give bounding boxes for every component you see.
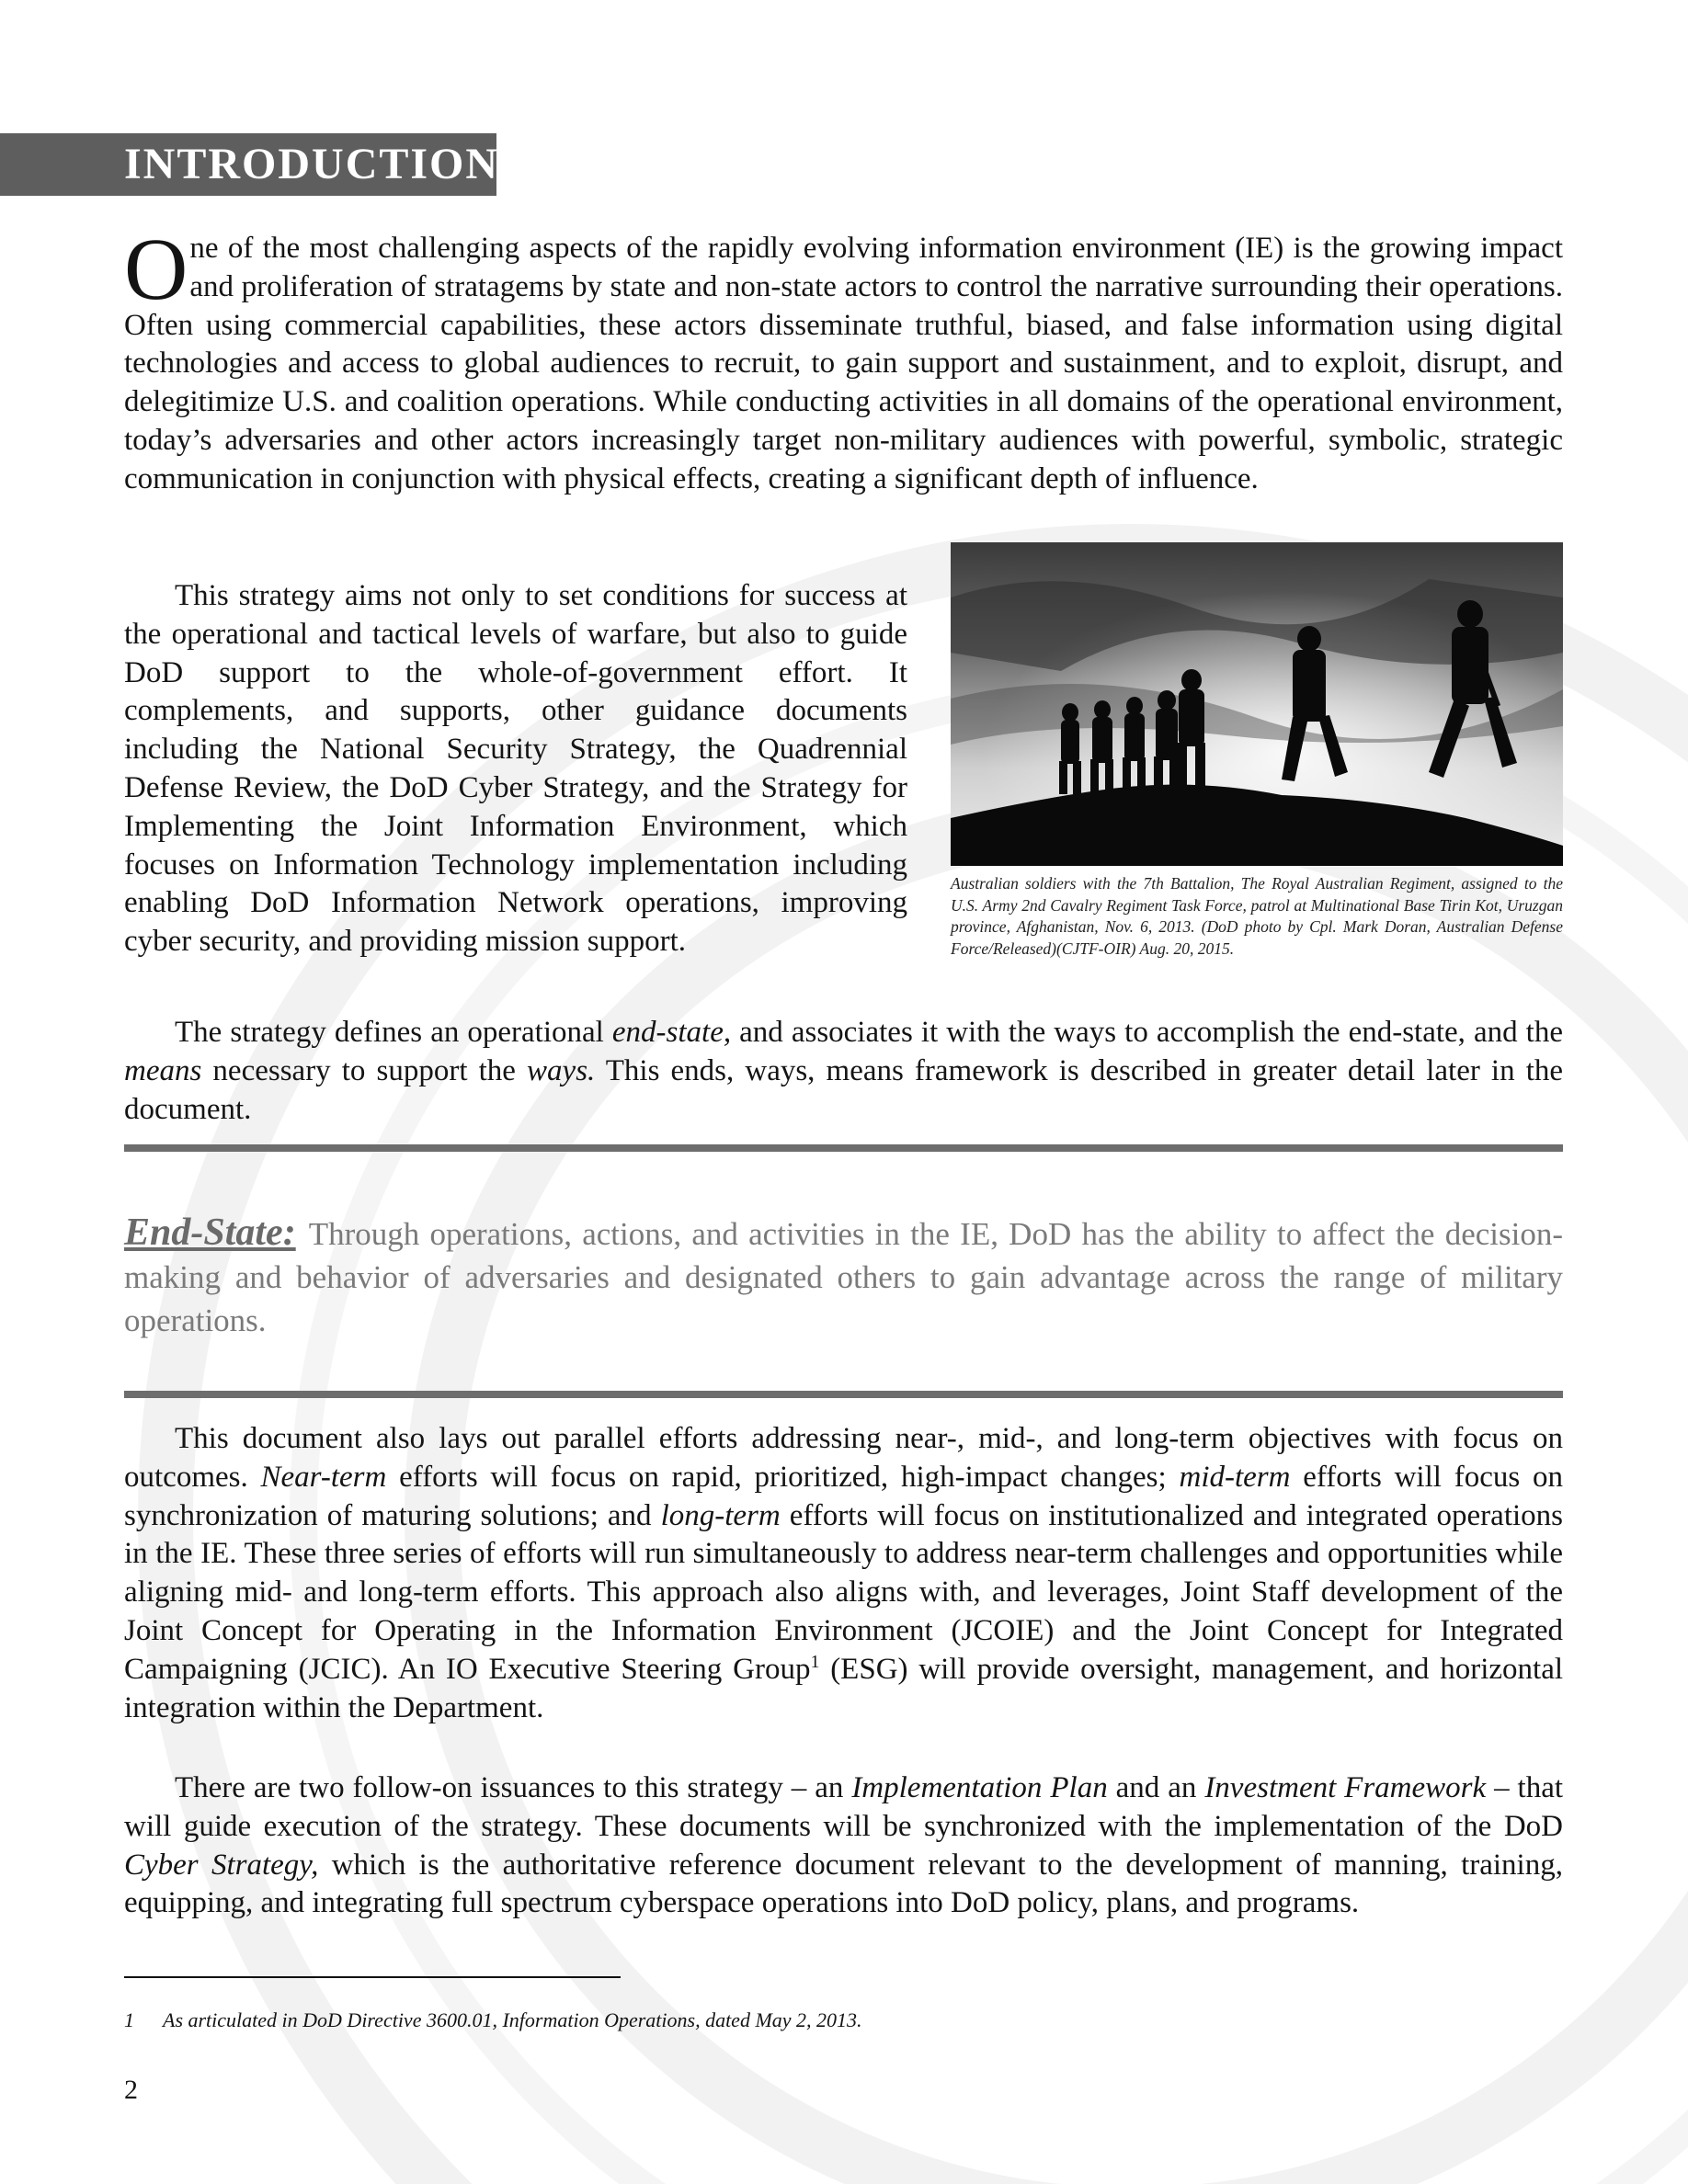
emphasis-investment-framework: Investment Framework — [1204, 1771, 1487, 1804]
text-segment: There are two follow-on issuances to this strategy – an — [175, 1771, 852, 1804]
divider-bottom — [124, 1391, 1563, 1398]
paragraph-parallel-efforts — [124, 1420, 1563, 1727]
paragraph-follow-on-issuances — [124, 1769, 1563, 1923]
emphasis-mid-term: mid-term — [1179, 1460, 1291, 1494]
footnote-number: 1 — [124, 2008, 134, 2031]
text-segment: This document also lays out parallel efforts addressing near-, mid-, and long-term objectives with focus on outcomes. — [124, 1422, 1563, 1494]
soldiers-silhouette-photo — [951, 542, 1563, 866]
emphasis-implementation-plan: Implementation Plan — [851, 1771, 1108, 1804]
end-state-label: End-State: — [124, 1211, 296, 1254]
text-segment: which is the authoritative reference document relevant to the development of manning, training, equipping, and integrating full spectrum cyberspace operations into DoD policy, plans, and programs. — [124, 1848, 1563, 1920]
emphasis-long-term: long-term — [660, 1498, 781, 1532]
text-segment: – that will guide execution of the strategy. These documents will be synchronized with the implementation of the DoD — [124, 1771, 1564, 1843]
footnote-ref[interactable]: 1 — [810, 1651, 820, 1672]
text-segment: efforts will focus on synchronization of maturing solutions; and — [124, 1460, 1563, 1532]
text-segment: and an — [1107, 1771, 1205, 1804]
text-segment: (ESG) will provide oversight, management, and horizontal integration within the Department. — [124, 1652, 1564, 1724]
end-state-text: Through operations, actions, and activities in the IE, DoD has the ability to affect the decision-making and behavior of adversaries and designated others to gain advantage across the range of military operations. — [124, 1216, 1563, 1338]
footnote-divider — [124, 1976, 621, 1978]
text-segment: This ends, ways, means framework is described in greater detail later in the document. — [124, 1053, 1564, 1126]
section-header: INTRODUCTION — [0, 133, 496, 196]
emphasis-near-term: Near-term — [260, 1460, 387, 1494]
divider-top — [124, 1144, 1563, 1152]
emphasis-cyber-strategy: Cyber Strategy, — [124, 1848, 319, 1882]
emphasis-means: means — [124, 1053, 202, 1087]
end-state-callout — [124, 1211, 1563, 1342]
text-segment: The strategy defines an operational — [175, 1016, 612, 1049]
photo-figure — [951, 542, 1563, 960]
emphasis-ways: ways. — [527, 1053, 596, 1087]
page-number: 2 — [124, 2075, 138, 2105]
text-segment: and associates it with the ways to accomplish the end-state, and the — [731, 1016, 1563, 1049]
drop-cap: O — [124, 220, 188, 318]
photo-caption: Australian soldiers with the 7th Battalion, The Royal Australian Regiment, assigned to the U.S. Army 2nd Cavalry Regiment Task Force, patrol at Multinational Base Tirin Kot, Uruzgan province, Afghanistan, Nov. 6, 2013. (DoD photo by Cpl. Mark Doran, Australian Defense Force/Released)(CJTF-OIR) Aug. 20, 2015. — [951, 874, 1563, 958]
paragraph-intro — [124, 220, 1563, 499]
paragraph-strategy-aims: This strategy aims not only to set conditions for success at the operational and tactical levels of warfare, but also to guide DoD support to the whole-of-government effort. It complements, and supports, other guidance documents including the National Security Strategy, the Quadrennial Defense Review, the DoD Cyber Strategy, and the Strategy for Implementing the Joint Information Environment, which focuses on Information Technology implementation including enabling DoD Information Network operations, improving cyber security, and providing mission support. — [124, 579, 907, 959]
text-segment: necessary to support the — [201, 1053, 528, 1087]
footnote — [124, 2008, 1227, 2033]
text-segment: efforts will focus on rapid, prioritized, high-impact changes; — [386, 1460, 1180, 1494]
footnote-text: As articulated in DoD Directive 3600.01, Information Operations, dated May 2, 2013. — [163, 2008, 862, 2031]
emphasis-end-state: end-state, — [611, 1016, 732, 1049]
paragraph-end-state-definition — [124, 1014, 1563, 1129]
paragraph-intro-text: ne of the most challenging aspects of the rapidly evolving information environment (IE) is the growing impact and proliferation of stratagems by state and non-state actors to control the narrative surrounding their operations. Often using commercial capabilities, these actors disseminate truthful, biased, and false information using digital technologies and access to global audiences to recruit, to gain support and sustainment, and to exploit, disrupt, and delegitimize U.S. and coalition operations. While conducting activities in all domains of the operational environment, today’s adversaries and other actors increasingly target non-military audiences with powerful, symbolic, strategic communication in conjunction with physical effects, creating a significant depth of influence. — [124, 232, 1563, 495]
text-segment: efforts will focus on institutionalized and integrated operations in the IE. These three series of efforts will run simultaneously to address near-term challenges and opportunities while aligning mid- and long-term efforts. This approach also aligns with, and leverages, Joint Staff development of the Joint Concept for Operating in the Information Environment (JCOIE) and the Joint Concept for Integrated Campaigning (JCIC). An IO Executive Steering Group — [124, 1498, 1563, 1686]
